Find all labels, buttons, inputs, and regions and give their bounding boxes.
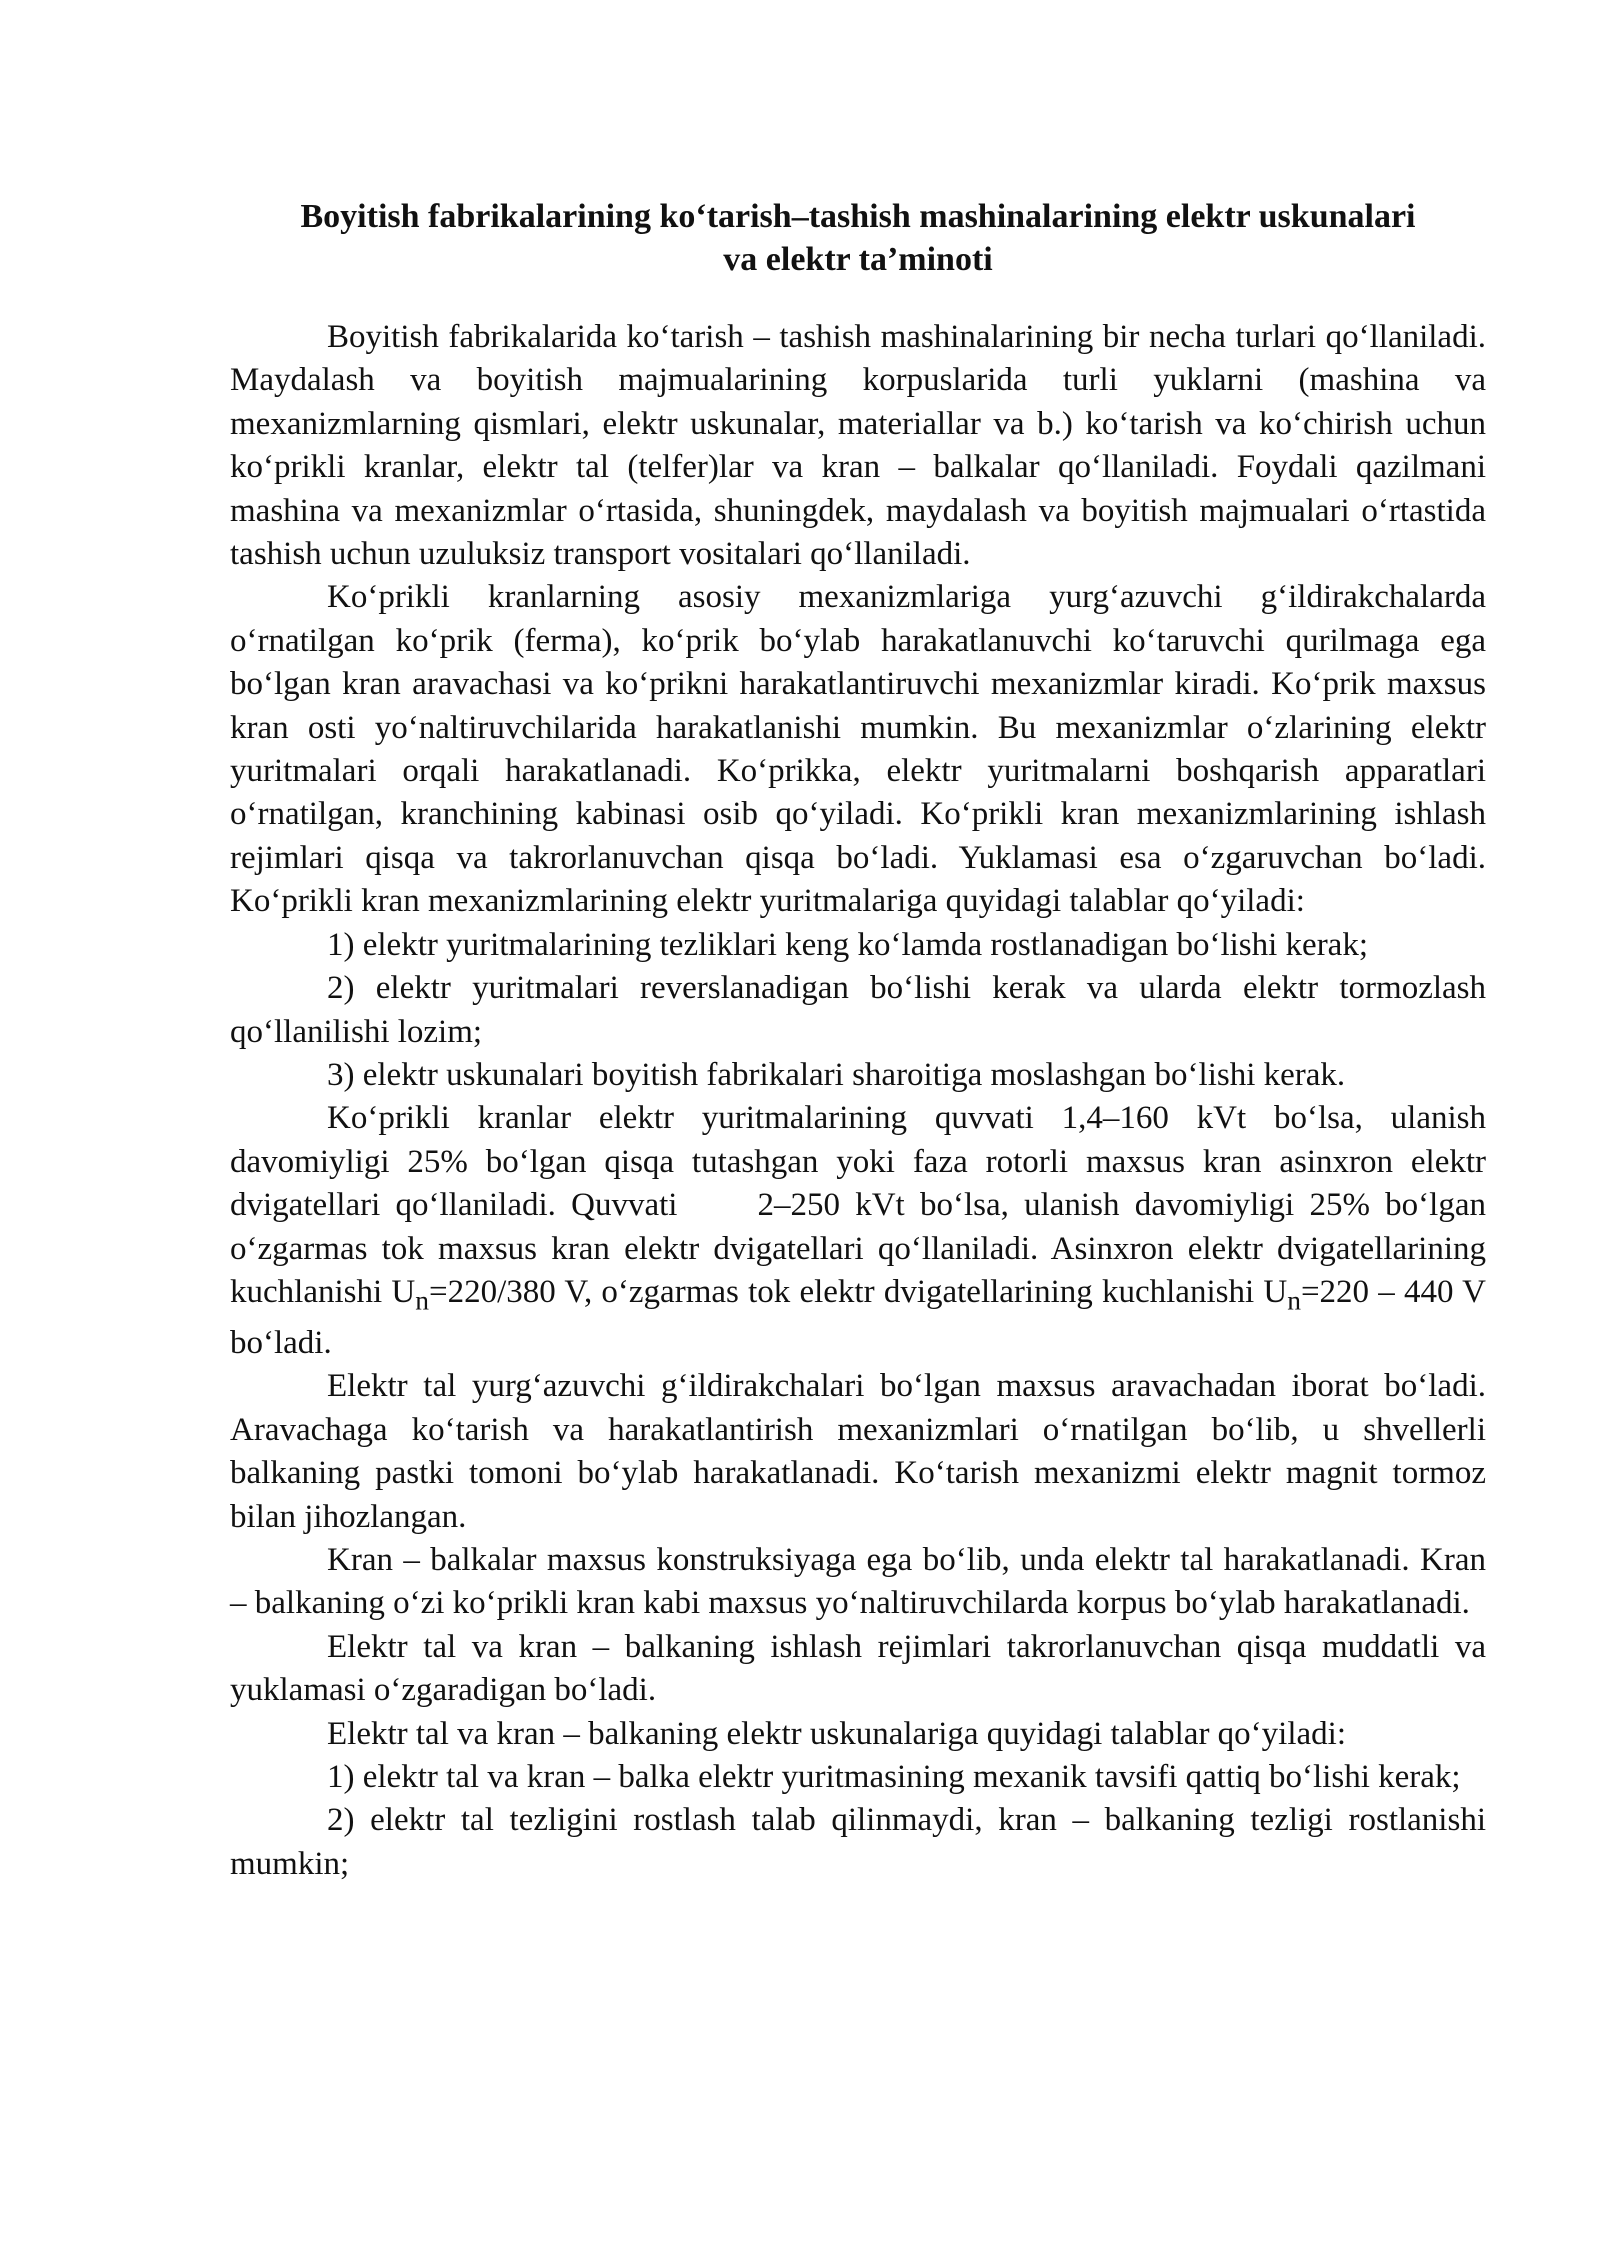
paragraph-crane-beam: Kran – balkalar maxsus konstruksiyaga ega bo‘lib, unda elektr tal harakatlanadi. Kran – balkaning o‘zi ko‘prikli kran kabi maxsus yo‘naltiruvchilarda korpus bo‘ylab harakatlanadi. — [230, 1541, 1486, 1622]
title-line-1: Boyitish fabrikalarining ko‘tarish–tashish mashinalarining elektr uskunalari — [300, 198, 1416, 235]
document-page — [230, 195, 1486, 1886]
power-text-2: 2–250 kVt bo‘lsa, ulanish davomiyligi 25% bo‘lgan o‘zgarmas tok maxsus kran elektr dvigatellari qo‘llaniladi. Asinxron elektr dvigatellarining kuchlanishi U — [230, 1187, 1486, 1310]
paragraph-electric-hoist: Elektr tal yurg‘azuvchi g‘ildirakchalari bo‘lgan maxsus aravachadan iborat bo‘ladi. Aravachaga ko‘tarish va harakatlantirish mexanizmlari o‘rnatilgan bo‘lib, u shvellerli balkaning pastki tomoni bo‘ylab harakatlanadi. Ko‘tarish mexanizmi elektr magnit tormoz bilan jihozlangan. — [230, 1368, 1486, 1535]
list-item-1: 1) elektr yuritmalarining tezliklari keng ko‘lamda rostlanadigan bo‘lishi kerak; — [327, 926, 1368, 963]
paragraph-intro: Boyitish fabrikalarida ko‘tarish – tashish mashinalarining bir necha turlari qo‘llaniladi. Maydalash va boyitish majmualarining korpuslarida turli yuklarni (mashina va mexanizmlarning qismlari, elektr uskunalar, materiallar va b.) ko‘tarish va ko‘chirish uchun ko‘prikli kranlar, elektr tal (telfer)lar va kran – balkalar qo‘llaniladi. Foydali qazilmani mashina va mexanizmlar o‘rtasida, shuningdek, maydalash va boyitish majmualari o‘rtastida tashish uchun uzuluksiz transport vositalari qo‘llaniladi. — [230, 319, 1486, 573]
title-line-2: va elektr ta’minoti — [723, 241, 993, 278]
paragraph-bridge-cranes: Ko‘prikli kranlarning asosiy mexanizmlariga yurg‘azuvchi g‘ildirakchalarda o‘rnatilgan ko‘prik (ferma), ko‘prik bo‘ylab harakatlanuvchi ko‘taruvchi qurilmaga ega bo‘lgan kran aravachasi va ko‘prikni harakatlantiruvchi mexanizmlar kiradi. Ko‘prik maxsus kran osti yo‘naltiruvchilarida harakatlanishi mumkin. Bu mexanizmlar o‘zlarining elektr yuritmalari orqali harakatlanadi. Ko‘prikka, elektr yuritmalarni boshqarish apparatlari o‘rnatilgan, kranchining kabinasi osib qo‘yiladi. Ko‘prikli kran mexanizmlarining ishlash rejimlari qisqa va takrorlanuvchan qisqa bo‘ladi. Yuklamasi esa o‘zgaruvchan bo‘ladi. Ko‘prikli kran mexanizmlarining elektr yuritmalariga quyidagi talablar qo‘yiladi: — [230, 579, 1486, 920]
document-body — [230, 316, 1486, 1886]
power-text-4: =220 – 440 V bo‘ladi. — [230, 1273, 1486, 1361]
list-item-2: 2) elektr yuritmalari reverslanadigan bo‘lishi kerak va ularda elektr tormozlash qo‘llanilishi lozim; — [230, 970, 1486, 1050]
document-title — [230, 195, 1486, 281]
power-text-1: Ko‘prikli kranlar elektr yuritmalarining quvvati 1,4–160 kVt bo‘lsa, ulanish davomiyligi 25% bo‘lgan qisqa tutashgan yoki faza rotorli maxsus kran asinxron elektr dvigatellari qo‘llaniladi. Quvvati — [230, 1100, 1486, 1224]
requirement-item-2: 2) elektr tal tezligini rostlash talab qilinmaydi, kran – balkaning tezligi rostlanishi mumkin; — [230, 1802, 1486, 1882]
paragraph-requirements: Elektr tal va kran – balkaning elektr uskunalariga quyidagi talablar qo‘yiladi: — [327, 1715, 1346, 1752]
power-text-3: =220/380 V, o‘zgarmas tok elektr dvigatellarining kuchlanishi U — [428, 1273, 1288, 1310]
list-item-3: 3) elektr uskunalari boyitish fabrikalari sharoitiga moslashgan bo‘lishi kerak. — [327, 1056, 1346, 1093]
subscript-n-2: n — [1287, 1284, 1301, 1316]
requirement-item-1: 1) elektr tal va kran – balka elektr yuritmasining mexanik tavsifi qattiq bo‘lishi kerak; — [327, 1759, 1461, 1795]
paragraph-operating-modes: Elektr tal va kran – balkaning ishlash rejimlari takrorlanuvchan qisqa muddatli va yuklamasi o‘zgaradigan bo‘ladi. — [230, 1628, 1486, 1709]
paragraph-power — [230, 1097, 1486, 1365]
subscript-n-1: n — [415, 1284, 429, 1316]
